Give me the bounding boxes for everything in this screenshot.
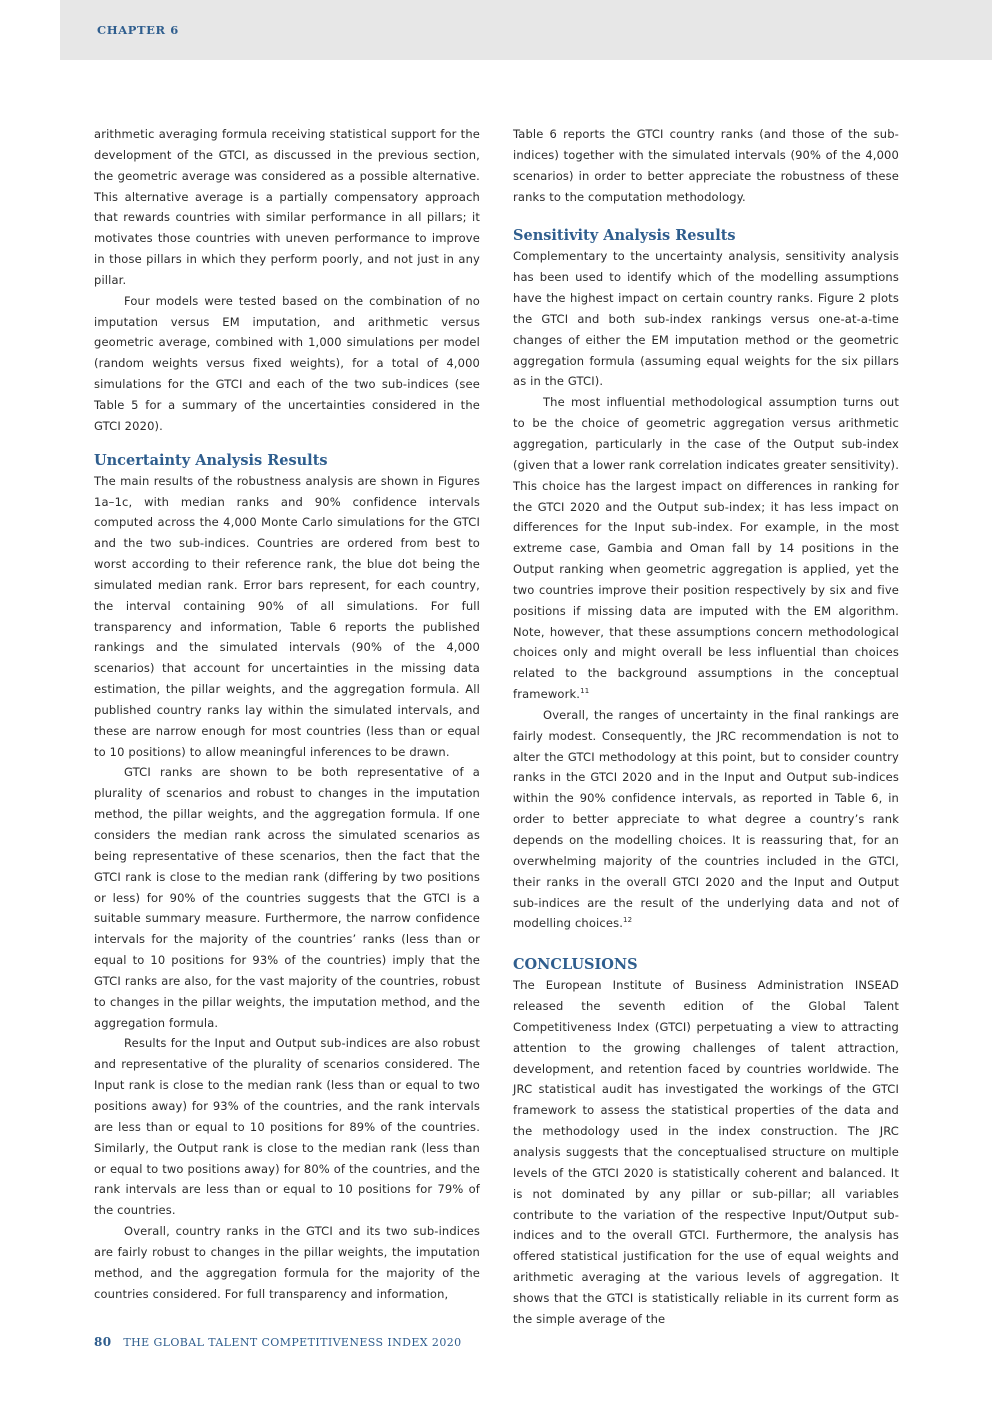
paragraph-text: Overall, the ranges of uncertainty in the final rankings are fairly modest. Consequently, the JRC recommendation is not to alter the GTCI methodology at this point, but to consider country ranks in the GTCI 2020 and in the Input and Output sub-indices within the 90% confidence intervals, as reported in Table 6, in order to better appreciate to what degree a country’s rank depends on the modelling choices. It is reassuring that, for an overwhelming majority of the countries included in the GTCI, their ranks in the overall GTCI 2020 and the Input and Output sub-indices are the result of the underlying data and not of modelling choices. bbox=[513, 707, 899, 931]
footnote-marker: 11 bbox=[580, 687, 590, 696]
paragraph: The European Institute of Business Administration INSEAD released the seventh edition of the Global Talent Competitiveness Index (GTCI) perpetuating a view to attracting attention to the growing challenges of talent attraction, development, and retention faced by countries worldwide. The JRC statistical audit has investigated the workings of the GTCI framework to assess the statistical properties of the data and the methodology used in the index construction. The JRC analysis suggests that the conceptualised structure on multiple levels of the GTCI 2020 is statistically coherent and balanced. It is not dominated by any pillar or sub-pillar; all variables contribute to the variation of the respective Input/Output sub-indices and to the overall GTCI. Furthermore, the analysis has offered statistical justification for the use of equal weights and arithmetic averaging at the various levels of aggregation. It shows that the GTCI is statistically reliable in its current form as the simple average of the bbox=[513, 978, 899, 1326]
section-heading-sensitivity: Sensitivity Analysis Results bbox=[513, 227, 736, 245]
page-number: 80 bbox=[94, 1335, 112, 1349]
page-footer bbox=[94, 1335, 462, 1349]
publication-title: THE GLOBAL TALENT COMPETITIVENESS INDEX 2020 bbox=[123, 1336, 462, 1349]
paragraph: Four models were tested based on the combination of no imputation versus EM imputation, and arithmetic versus geometric average, combined with 1,000 simulations per model (random weights versus fixed weights), for a total of 4,000 simulations for the GTCI and each of the two sub-indices (see Table 5 for a summary of the uncertainties considered in the GTCI 2020). bbox=[94, 293, 480, 433]
footnote-marker: 12 bbox=[623, 916, 633, 925]
left-column bbox=[94, 124, 480, 1304]
section-heading-uncertainty: Uncertainty Analysis Results bbox=[94, 451, 328, 469]
paragraph: arithmetic averaging formula receiving statistical support for the development of the GTCI, as discussed in the previous section, the geometric average was considered as a possible alternative. This alternative average is a partially compensatory approach that rewards countries with similar performance in all pillars; it motivates those countries with uneven performance to improve in those pillars in which they perform poorly, and not just in any pillar. bbox=[94, 127, 480, 287]
paragraph: Overall, country ranks in the GTCI and its two sub-indices are fairly robust to changes in the pillar weights, the imputation method, and the aggregation formula for the majority of the countries considered. For full transparency and information, bbox=[94, 1224, 480, 1301]
paragraph: Complementary to the uncertainty analysis, sensitivity analysis has been used to identify which of the modelling assumptions have the highest impact on certain country ranks. Figure 2 plots the GTCI and both sub-index rankings versus one-at-a-time changes of either the EM imputation method or the geometric aggregation formula (assuming equal weights for the six pillars as in the GTCI). bbox=[513, 249, 899, 389]
paragraph: Table 6 reports the GTCI country ranks (and those of the sub-indices) together with the simulated intervals (90% of the 4,000 scenarios) in order to better appreciate the robustness of these ranks to the computation methodology. bbox=[513, 127, 899, 204]
paragraph-text: The most influential methodological assumption turns out to be the choice of geometric aggregation versus arithmetic aggregation, particularly in the case of the Output sub-index (given that a lower rank correlation indicates greater sensitivity). This choice has the largest impact on differences in ranking for the GTCI 2020 and the Output sub-index; it has less impact on differences for the Input sub-index. For example, in the most extreme case, Gambia and Oman fall by 14 positions in the Output ranking when geometric aggregation is applied, yet the two countries improve their position respectively by six and five positions if missing data are imputed with the EM algorithm. Note, however, that these assumptions concern methodological choices only and might overall be less influential than choices related to the background assumptions in the conceptual framework. bbox=[513, 395, 899, 702]
header-band bbox=[60, 0, 992, 60]
section-heading-conclusions: CONCLUSIONS bbox=[513, 956, 638, 974]
paragraph: Results for the Input and Output sub-indices are also robust and representative of the plurality of scenarios considered. The Input rank is close to the median rank (less than or equal to two positions away) for 93% of the countries, and the rank intervals are less than or equal to 10 positions for 89% of the countries. Similarly, the Output rank is close to the median rank (less than or equal to two positions away) for 80% of the countries, and the rank intervals are less than or equal to 10 positions for 79% of the countries. bbox=[94, 1036, 480, 1218]
chapter-label: CHAPTER 6 bbox=[97, 23, 179, 37]
paragraph-with-footnote bbox=[513, 392, 899, 705]
paragraph: GTCI ranks are shown to be both representative of a plurality of scenarios and robust to changes in the imputation method, the pillar weights, and the aggregation formula. If one considers the median rank across the simulated scenarios as being representative of these scenarios, then the fact that the GTCI rank is close to the median rank (differing by two positions or less) for 90% of the countries suggests that the GTCI is a suitable summary measure. Furthermore, the narrow confidence intervals for the majority of the countries’ ranks (less than or equal to 10 positions for 93% of the countries) imply that the GTCI ranks are also, for the vast majority of the countries, robust to changes in the pillar weights, the imputation method, and the aggregation formula. bbox=[94, 765, 480, 1030]
paragraph-with-footnote bbox=[513, 705, 899, 934]
paragraph: The main results of the robustness analysis are shown in Figures 1a–1c, with median ranks and 90% confidence intervals computed across the 4,000 Monte Carlo simulations for the GTCI and the two sub-indices. Countries are ordered from best to worst according to their reference rank, the blue dot being the simulated median rank. Error bars represent, for each country, the interval containing 90% of all simulations. For full transparency and information, Table 6 reports the published rankings and the simulated intervals (90% of the 4,000 scenarios) that account for uncertainties in the missing data estimation, the pillar weights, and the aggregation formula. All published country ranks lay within the simulated intervals, and these are narrow enough for most countries (less than or equal to 10 positions) to allow meaningful inferences to be drawn. bbox=[94, 473, 480, 759]
right-column bbox=[513, 124, 899, 1330]
